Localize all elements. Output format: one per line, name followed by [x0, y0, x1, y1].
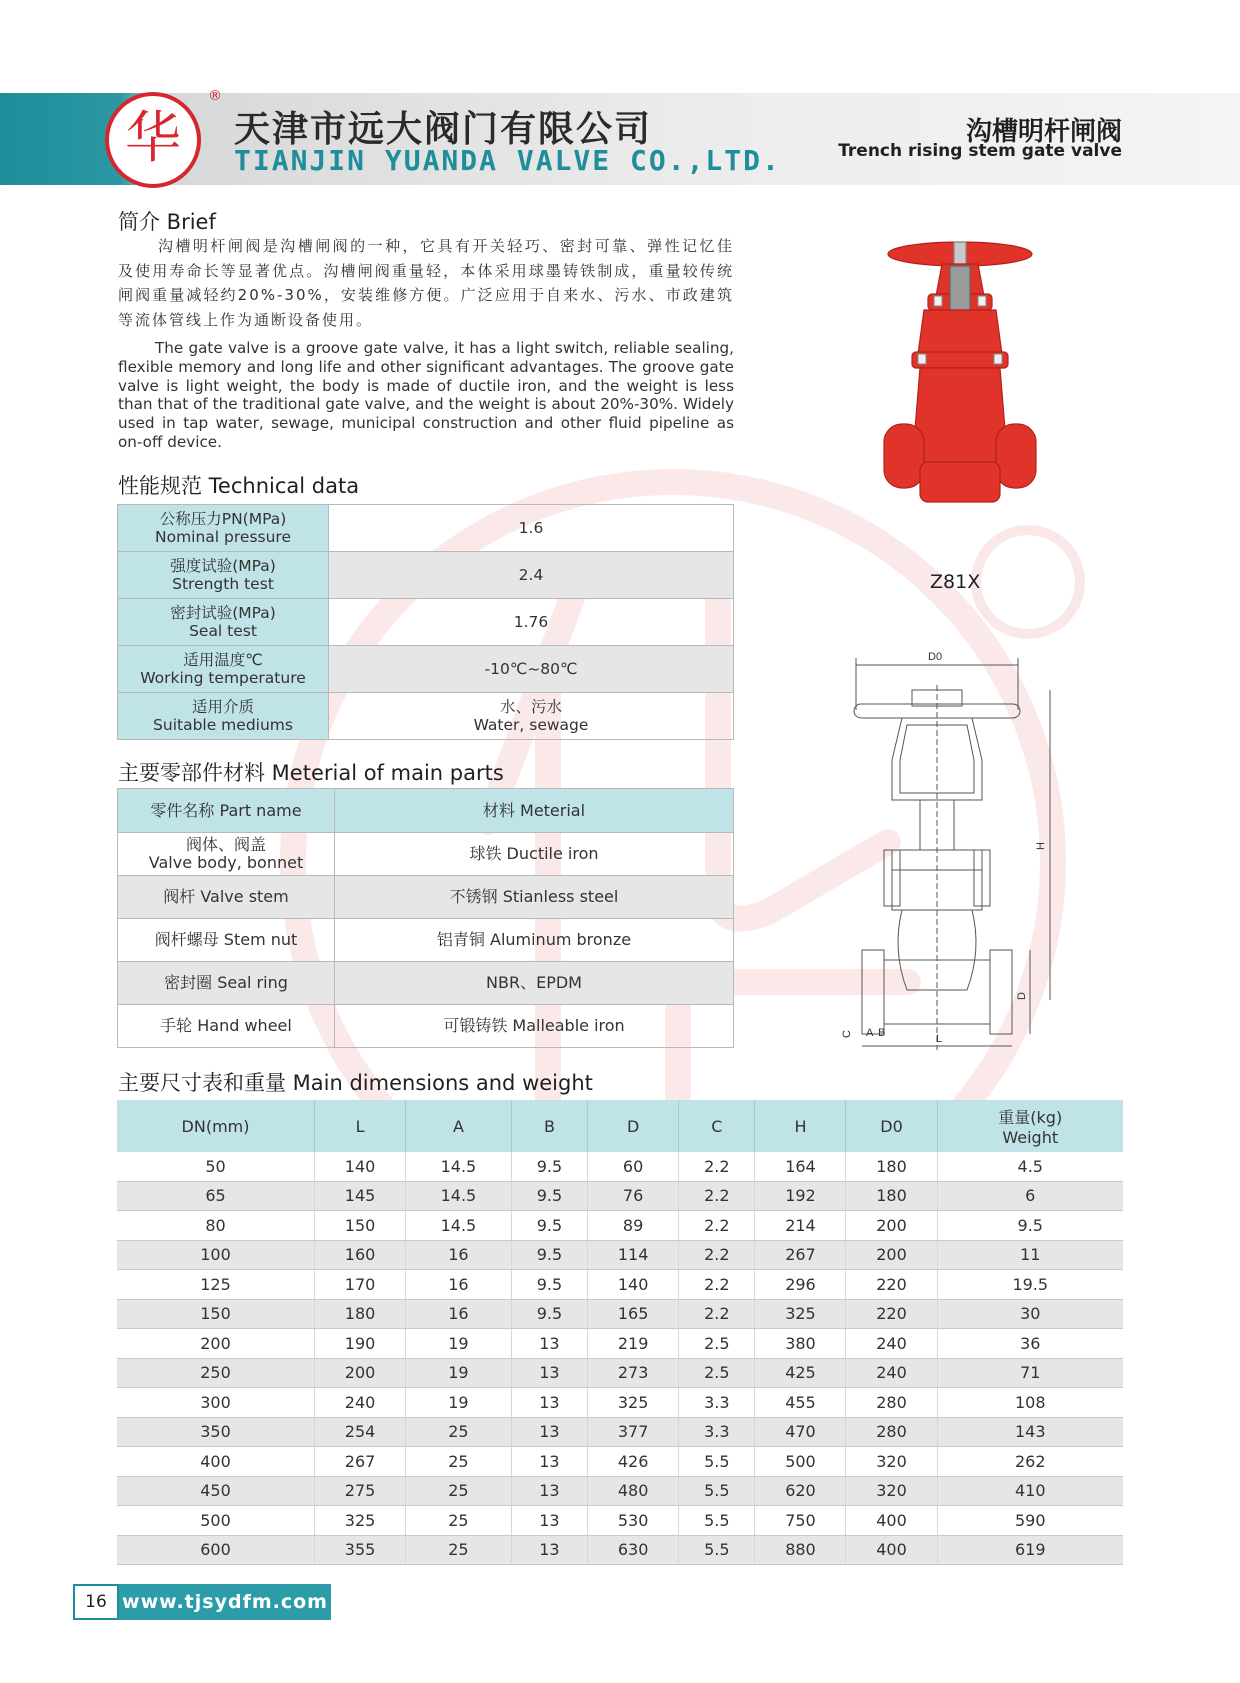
- technical-value-text: 2.4: [518, 566, 544, 584]
- dimensions-cell: 590: [937, 1506, 1123, 1536]
- dimensions-cell: 377: [588, 1417, 679, 1447]
- dimensions-row: [117, 1358, 1123, 1388]
- dimensions-table: [117, 1100, 1123, 1565]
- label-a: A: [866, 1027, 874, 1039]
- dimensions-cell: 380: [755, 1329, 846, 1359]
- dimensions-cell: 219: [588, 1329, 679, 1359]
- dimensions-cell: 262: [937, 1447, 1123, 1477]
- dimensions-cell: 296: [755, 1270, 846, 1300]
- dimensions-header-cell: L: [315, 1100, 406, 1152]
- technical-row: [118, 646, 734, 693]
- dimensions-cell: 14.5: [406, 1152, 512, 1181]
- dimensions-cell: 410: [937, 1476, 1123, 1506]
- dimensions-cell: 425: [755, 1358, 846, 1388]
- part-material: 铝青铜 Aluminum bronze: [335, 919, 734, 962]
- dimensions-header-cell: B: [511, 1100, 587, 1152]
- dimensions-cell: 19: [406, 1358, 512, 1388]
- dimensions-cell: 355: [315, 1535, 406, 1565]
- dimensions-cell: 254: [315, 1417, 406, 1447]
- dimensions-header-cell: C: [679, 1100, 755, 1152]
- dimensions-cell: 125: [117, 1270, 315, 1300]
- technical-data-title: 性能规范 Technical data: [118, 474, 360, 498]
- dimensions-cell: 80: [117, 1211, 315, 1241]
- dimensions-cell: 9.5: [511, 1181, 587, 1211]
- technical-value: [329, 505, 734, 552]
- technical-row: [118, 599, 734, 646]
- dimensions-cell: 76: [588, 1181, 679, 1211]
- dimensions-cell: 200: [315, 1358, 406, 1388]
- technical-value: [329, 552, 734, 599]
- technical-row: [118, 505, 734, 552]
- dimensions-cell: 2.2: [679, 1240, 755, 1270]
- dimensions-cell: 14.5: [406, 1211, 512, 1241]
- dimensions-cell: 13: [511, 1535, 587, 1565]
- part-material: 不锈钢 Stianless steel: [335, 876, 734, 919]
- dimensions-header-cell: D0: [846, 1100, 937, 1152]
- dimensions-cell: 530: [588, 1506, 679, 1536]
- technical-label: [118, 693, 329, 740]
- part-name-text: 手轮 Hand wheel: [160, 1016, 292, 1035]
- dimensions-row: [117, 1506, 1123, 1536]
- dimensions-cell: 165: [588, 1299, 679, 1329]
- dimensions-cell: 16: [406, 1299, 512, 1329]
- weight-header-en: Weight: [1002, 1128, 1059, 1147]
- dimensions-header-cell: A: [406, 1100, 512, 1152]
- dimensions-cell: 3.3: [679, 1417, 755, 1447]
- technical-label-cn: 公称压力PN(MPa): [159, 510, 287, 528]
- dimensions-cell: 470: [755, 1417, 846, 1447]
- dimensions-cell: 2.5: [679, 1358, 755, 1388]
- technical-value-text: -10℃~80℃: [484, 660, 578, 678]
- dimensions-cell: 145: [315, 1181, 406, 1211]
- part-name: [118, 919, 335, 962]
- dimensions-cell: 220: [846, 1299, 937, 1329]
- part-name-text-en: Valve body, bonnet: [148, 853, 304, 872]
- dimensions-cell: 220: [846, 1270, 937, 1300]
- website-url[interactable]: www.tjsydfm.com: [119, 1584, 331, 1620]
- dimensions-cell: 50: [117, 1152, 315, 1181]
- label-d0: D0: [928, 651, 943, 663]
- product-title-cn: 沟槽明杆闸阀: [965, 117, 1122, 147]
- brief-title: 简介 Brief: [118, 210, 216, 234]
- technical-label-en: Seal test: [189, 622, 257, 640]
- dimensions-cell: 600: [117, 1535, 315, 1565]
- dimensions-cell: 9.5: [511, 1152, 587, 1181]
- dimensions-row: [117, 1447, 1123, 1477]
- dimensions-cell: 9.5: [511, 1240, 587, 1270]
- technical-value-text-en: Water, sewage: [473, 716, 589, 734]
- dimensions-cell: 170: [315, 1270, 406, 1300]
- dimensions-cell: 19.5: [937, 1270, 1123, 1300]
- dimensions-row: [117, 1211, 1123, 1241]
- dimensions-cell: 200: [846, 1211, 937, 1241]
- dimensions-cell: 619: [937, 1535, 1123, 1565]
- dimensions-cell: 13: [511, 1447, 587, 1477]
- dimensions-cell: 455: [755, 1388, 846, 1418]
- technical-label-cn: 密封试验(MPa): [170, 604, 276, 622]
- technical-label: [118, 552, 329, 599]
- parts-row: [118, 833, 734, 876]
- dimensions-cell: 214: [755, 1211, 846, 1241]
- dimensions-row: [117, 1240, 1123, 1270]
- dimensions-cell: 426: [588, 1447, 679, 1477]
- dimensions-cell: 630: [588, 1535, 679, 1565]
- dimensions-cell: 13: [511, 1506, 587, 1536]
- part-name: [118, 876, 335, 919]
- technical-value: [329, 646, 734, 693]
- part-name-text: 阀杆 Valve stem: [163, 887, 289, 906]
- label-b: B: [878, 1027, 886, 1039]
- dimensions-cell: 5.5: [679, 1535, 755, 1565]
- dimensions-cell: 65: [117, 1181, 315, 1211]
- dimensions-header-cell: D: [588, 1100, 679, 1152]
- registered-mark: ®: [208, 88, 222, 104]
- parts-title: 主要零部件材料 Meterial of main parts: [118, 761, 504, 785]
- dimensions-cell: 19: [406, 1329, 512, 1359]
- dimensions-title: 主要尺寸表和重量 Main dimensions and weight: [118, 1071, 593, 1095]
- technical-row: [118, 693, 734, 740]
- dimensions-cell: 2.2: [679, 1270, 755, 1300]
- model-number: Z81X: [930, 571, 981, 593]
- dimensions-cell: 13: [511, 1329, 587, 1359]
- dimensions-cell: 400: [846, 1506, 937, 1536]
- dimensions-cell: 180: [315, 1299, 406, 1329]
- technical-value: [329, 599, 734, 646]
- parts-row: [118, 919, 734, 962]
- part-name: [118, 1005, 335, 1048]
- dimensions-row: [117, 1388, 1123, 1418]
- dimensions-cell: 6: [937, 1181, 1123, 1211]
- parts-row: [118, 962, 734, 1005]
- dimensions-cell: 5.5: [679, 1447, 755, 1477]
- product-title-en: Trench rising stem gate valve: [838, 141, 1122, 161]
- technical-value-text: 水、污水: [499, 698, 562, 716]
- dimensions-row: [117, 1270, 1123, 1300]
- dimensions-cell: 13: [511, 1388, 587, 1418]
- dimensions-cell: 13: [511, 1476, 587, 1506]
- dimensions-cell: 140: [315, 1152, 406, 1181]
- company-name-en: TIANJIN YUANDA VALVE CO.,LTD.: [234, 144, 781, 177]
- dimensions-cell: 400: [117, 1447, 315, 1477]
- technical-label: [118, 646, 329, 693]
- dimensions-cell: 190: [315, 1329, 406, 1359]
- dimensions-cell: 450: [117, 1476, 315, 1506]
- label-d: D: [1016, 992, 1028, 1000]
- dimensions-cell: 150: [117, 1299, 315, 1329]
- dimensions-cell: 325: [315, 1506, 406, 1536]
- parts-header-name: 零件名称 Part name: [118, 789, 335, 833]
- dimensions-cell: 280: [846, 1388, 937, 1418]
- logo-glyph: 华: [125, 106, 181, 171]
- dimensions-cell: 19: [406, 1388, 512, 1418]
- dimensions-cell: 25: [406, 1417, 512, 1447]
- dimensions-header-cell: DN(mm): [117, 1100, 315, 1152]
- dimensions-row: [117, 1299, 1123, 1329]
- parts-row: [118, 1005, 734, 1048]
- dimensions-row: [117, 1417, 1123, 1447]
- dimensions-cell: 325: [755, 1299, 846, 1329]
- dimensions-header-weight: [937, 1100, 1123, 1152]
- parts-header-material: 材料 Meterial: [335, 789, 734, 833]
- dimensions-cell: 3.3: [679, 1388, 755, 1418]
- dimensions-cell: 9.5: [511, 1299, 587, 1329]
- technical-drawing: [832, 650, 1062, 1070]
- dimensions-cell: 25: [406, 1535, 512, 1565]
- dimensions-cell: 60: [588, 1152, 679, 1181]
- part-material: NBR、EPDM: [335, 962, 734, 1005]
- page-number: 16: [73, 1584, 119, 1620]
- dimensions-cell: 13: [511, 1358, 587, 1388]
- dimensions-cell: 16: [406, 1270, 512, 1300]
- company-logo: [105, 92, 201, 188]
- dimensions-cell: 180: [846, 1152, 937, 1181]
- dimensions-cell: 2.2: [679, 1211, 755, 1241]
- dimensions-cell: 5.5: [679, 1476, 755, 1506]
- dimensions-cell: 250: [117, 1358, 315, 1388]
- dimensions-header-cell: H: [755, 1100, 846, 1152]
- dimensions-cell: 36: [937, 1329, 1123, 1359]
- parts-header-row: [118, 789, 734, 833]
- dimensions-cell: 620: [755, 1476, 846, 1506]
- dimensions-cell: 275: [315, 1476, 406, 1506]
- dimensions-cell: 300: [117, 1388, 315, 1418]
- dimensions-cell: 140: [588, 1270, 679, 1300]
- dimensions-cell: 143: [937, 1417, 1123, 1447]
- technical-value-text: 1.76: [513, 613, 549, 631]
- technical-label-en: Strength test: [172, 575, 274, 593]
- dimensions-cell: 200: [846, 1240, 937, 1270]
- dimensions-cell: 9.5: [511, 1270, 587, 1300]
- technical-label: [118, 505, 329, 552]
- dimensions-cell: 280: [846, 1417, 937, 1447]
- part-material: 球铁 Ductile iron: [335, 833, 734, 876]
- part-name: [118, 962, 335, 1005]
- dimensions-cell: 2.5: [679, 1329, 755, 1359]
- label-l: L: [936, 1033, 943, 1045]
- dimensions-cell: 164: [755, 1152, 846, 1181]
- technical-label-cn: 适用介质: [191, 698, 254, 716]
- dimensions-row: [117, 1476, 1123, 1506]
- dimensions-cell: 750: [755, 1506, 846, 1536]
- dimensions-cell: 71: [937, 1358, 1123, 1388]
- dimensions-cell: 320: [846, 1476, 937, 1506]
- dimensions-cell: 150: [315, 1211, 406, 1241]
- part-material: 可锻铸铁 Malleable iron: [335, 1005, 734, 1048]
- dimensions-header-row: [117, 1100, 1123, 1152]
- valve-product-photo: [880, 236, 1040, 540]
- label-h: H: [1035, 842, 1047, 850]
- dimensions-cell: 25: [406, 1447, 512, 1477]
- dimensions-cell: 9.5: [937, 1211, 1123, 1241]
- technical-row: [118, 552, 734, 599]
- part-name: [118, 833, 335, 876]
- dimensions-cell: 500: [755, 1447, 846, 1477]
- dimensions-cell: 2.2: [679, 1152, 755, 1181]
- dimensions-cell: 25: [406, 1506, 512, 1536]
- label-c: C: [841, 1030, 853, 1038]
- dimensions-cell: 13: [511, 1417, 587, 1447]
- dimensions-cell: 89: [588, 1211, 679, 1241]
- part-name-text: 阀杆螺母 Stem nut: [154, 930, 298, 949]
- technical-label-en: Working temperature: [140, 669, 306, 687]
- dimensions-cell: 480: [588, 1476, 679, 1506]
- technical-data-table: [117, 504, 734, 740]
- dimensions-cell: 2.2: [679, 1181, 755, 1211]
- technical-value: [329, 693, 734, 740]
- dimensions-cell: 273: [588, 1358, 679, 1388]
- dimensions-cell: 267: [755, 1240, 846, 1270]
- dimensions-cell: 400: [846, 1535, 937, 1565]
- dimensions-cell: 25: [406, 1476, 512, 1506]
- part-name-text: 阀体、阀盖: [185, 835, 266, 854]
- dimensions-cell: 2.2: [679, 1299, 755, 1329]
- dimensions-cell: 5.5: [679, 1506, 755, 1536]
- dimensions-row: [117, 1181, 1123, 1211]
- technical-label-en: Suitable mediums: [153, 716, 293, 734]
- dimensions-cell: 325: [588, 1388, 679, 1418]
- dimensions-cell: 160: [315, 1240, 406, 1270]
- dimensions-cell: 200: [117, 1329, 315, 1359]
- technical-value-text: 1.6: [518, 519, 544, 537]
- dimensions-row: [117, 1152, 1123, 1181]
- dimensions-cell: 100: [117, 1240, 315, 1270]
- dimensions-cell: 108: [937, 1388, 1123, 1418]
- weight-header-cn: 重量(kg): [998, 1108, 1063, 1127]
- dimensions-cell: 14.5: [406, 1181, 512, 1211]
- dimensions-cell: 9.5: [511, 1211, 587, 1241]
- dimensions-cell: 240: [846, 1358, 937, 1388]
- dimensions-cell: 114: [588, 1240, 679, 1270]
- dimensions-cell: 880: [755, 1535, 846, 1565]
- technical-label-en: Nominal pressure: [155, 528, 291, 546]
- dimensions-cell: 267: [315, 1447, 406, 1477]
- dimensions-cell: 500: [117, 1506, 315, 1536]
- dimensions-cell: 30: [937, 1299, 1123, 1329]
- brief-text-en: The gate valve is a groove gate valve, it has a light switch, reliable sealing, flexible memory and long life and other significant advantages. The groove gate valve is light weight, the body is made of ductile iron, and the weight is less than that of the traditional gate valve, and the weight is about 20%-30%. Widely used in tap water, sewage, municipal construction and other fluid pipeline as on-off device.: [118, 339, 734, 451]
- dimensions-cell: 4.5: [937, 1152, 1123, 1181]
- parts-row: [118, 876, 734, 919]
- parts-table: [117, 788, 734, 1048]
- dimensions-row: [117, 1535, 1123, 1565]
- dimensions-cell: 240: [846, 1329, 937, 1359]
- dimensions-cell: 350: [117, 1417, 315, 1447]
- part-name-text: 密封圈 Seal ring: [164, 973, 288, 992]
- dimensions-cell: 240: [315, 1388, 406, 1418]
- dimensions-cell: 16: [406, 1240, 512, 1270]
- technical-label-cn: 适用温度℃: [183, 651, 263, 669]
- dimensions-row: [117, 1329, 1123, 1359]
- technical-label-cn: 强度试验(MPa): [170, 557, 276, 575]
- dimensions-cell: 11: [937, 1240, 1123, 1270]
- brief-text-cn: 沟槽明杆闸阀是沟槽闸阀的一种，它具有开关轻巧、密封可靠、弹性记忆佳及使用寿命长等显著优点。沟槽闸阀重量轻，本体采用球墨铸铁制成，重量较传统闸阀重量减轻约20%-30%，安装维修方便。广泛应用于自来水、污水、市政建筑等流体管线上作为通断设备使用。: [118, 237, 734, 329]
- dimensions-cell: 180: [846, 1181, 937, 1211]
- dimensions-cell: 192: [755, 1181, 846, 1211]
- technical-label: [118, 599, 329, 646]
- dimensions-cell: 320: [846, 1447, 937, 1477]
- company-name-cn: 天津市远大阀门有限公司: [234, 109, 653, 150]
